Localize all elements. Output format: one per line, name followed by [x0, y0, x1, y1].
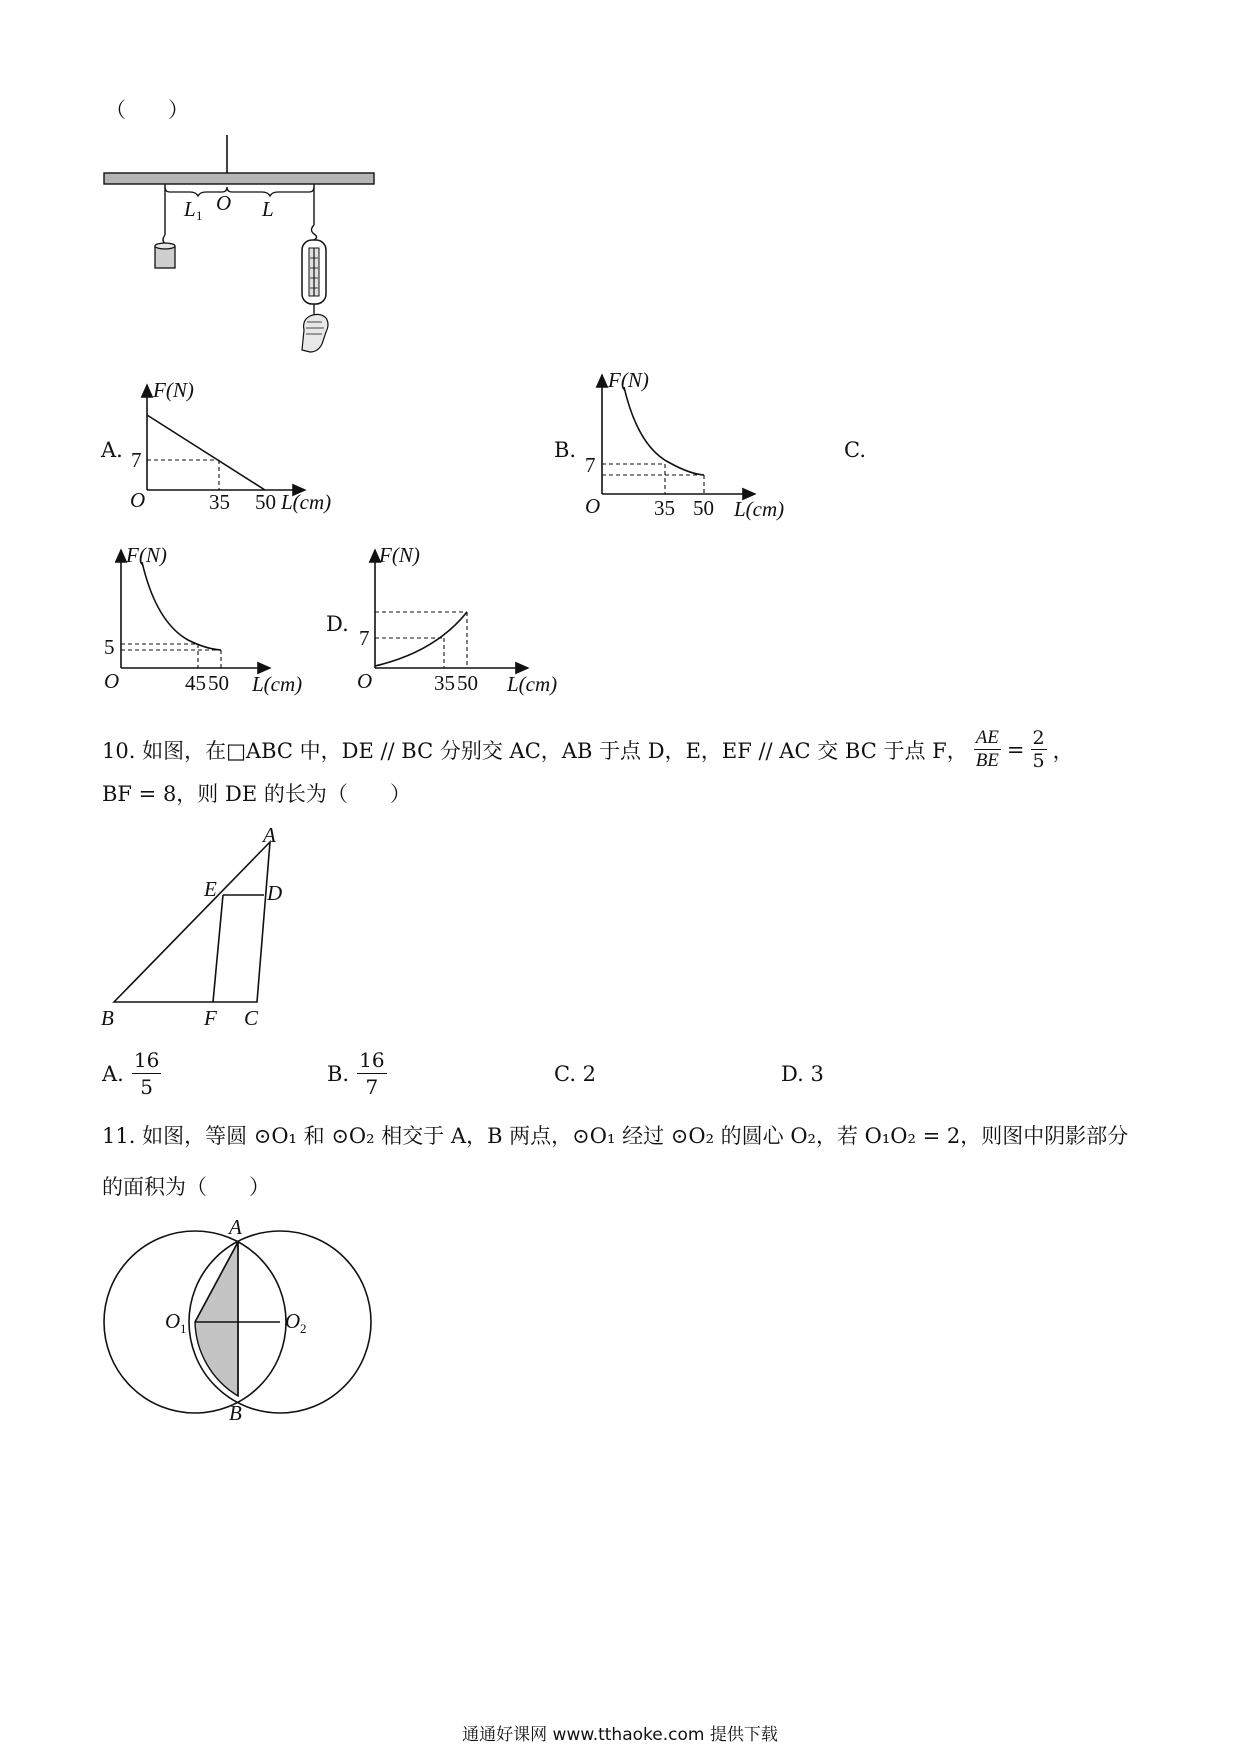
label-l: L: [262, 197, 274, 221]
question-11-line-1: 11. 如图，等圆 ⊙O₁ 和 ⊙O₂ 相交于 A，B 两点，⊙O₁ 经过 ⊙O₂ 的圆心 O₂，若 O₁O₂ = 2，则图中阴影部分: [102, 1124, 1129, 1148]
label-c: C: [244, 1006, 259, 1030]
x-tick-label-1: 45: [185, 671, 206, 695]
q10-option-c: C. 2: [554, 1062, 597, 1086]
spring-scale-icon: [302, 225, 326, 314]
triangle-abc: [114, 842, 270, 1002]
option-d-letter: D.: [326, 612, 349, 636]
ratio-value-denominator: 5: [1032, 750, 1045, 772]
y-axis-label: F(N): [608, 368, 649, 392]
ratio-denominator: BE: [975, 750, 999, 771]
x-axis-label: L(cm): [734, 497, 785, 521]
x-tick-label-2: 50: [208, 671, 229, 695]
option-b-graph: [580, 365, 805, 525]
label-e: E: [204, 877, 217, 901]
ratio-value: [1031, 727, 1047, 772]
q10-option-a-letter: A.: [102, 1061, 124, 1086]
option-a-letter: A.: [101, 438, 123, 462]
q10-option-a-numerator: 16: [133, 1048, 160, 1072]
question-11-line-2: 的面积为（ ）: [102, 1175, 270, 1199]
segment-ef: [213, 895, 223, 1002]
question-10-text: 10. 如图，在□ABC 中，DE // BC 分别交 AC，AB 于点 D，E，EF // AC 交 BC 于点 F，: [102, 738, 968, 763]
q10-option-b-letter: B.: [327, 1061, 350, 1086]
x-axis-label: L(cm): [281, 490, 332, 514]
curve-line: [142, 562, 221, 650]
y-tick-label: 7: [131, 448, 142, 472]
label-l1-sub: 1: [196, 208, 203, 223]
answer-bracket: （ ）: [105, 98, 189, 122]
label-o2-sub: 2: [300, 1321, 307, 1336]
ratio-numerator: AE: [975, 727, 999, 748]
origin-label: O: [357, 669, 373, 693]
y-tick-label: 7: [585, 453, 596, 477]
page-footer: 通通好课网 www.tthaoke.com 提供下载: [462, 1725, 778, 1745]
option-a-graph: [125, 375, 345, 520]
x-axis-label: L(cm): [252, 672, 303, 696]
origin-label: O: [585, 494, 601, 518]
hand-icon: [302, 314, 328, 352]
x-tick-label-1: 35: [654, 496, 675, 520]
label-d: D: [267, 881, 283, 905]
q10-option-a-denominator: 5: [140, 1075, 153, 1099]
y-axis-label: F(N): [126, 543, 167, 567]
question-11-circles-figure: [95, 1210, 385, 1430]
x-tick-label-1: 35: [209, 490, 230, 514]
label-l1: L: [184, 197, 196, 221]
label-o1: O: [165, 1309, 181, 1333]
label-o2: O: [285, 1309, 301, 1333]
question-10-triangle-figure: [95, 820, 305, 1035]
x-tick-label-2: 50: [693, 496, 714, 520]
option-d-graph: [355, 540, 570, 705]
y-tick-label: 7: [359, 626, 370, 650]
lever-bar: [104, 173, 374, 184]
brace-l: [227, 187, 314, 196]
label-b: B: [229, 1401, 242, 1425]
q10-option-b-fraction: [357, 1047, 386, 1100]
x-tick-label-1: 35: [434, 671, 455, 695]
label-o: O: [216, 191, 232, 215]
weight-icon: [155, 243, 175, 268]
ratio-value-numerator: 2: [1032, 727, 1045, 749]
x-tick-label-2: 50: [255, 490, 276, 514]
x-axis-label: L(cm): [507, 672, 558, 696]
curve-line: [624, 387, 704, 475]
ratio-fraction: [974, 727, 1001, 772]
label-a: A: [263, 823, 276, 847]
q10-option-b-denominator: 7: [365, 1075, 379, 1099]
question-10-line-2: BF = 8，则 DE 的长为（ ）: [102, 782, 411, 806]
curve-line: [147, 415, 265, 490]
label-b: B: [101, 1006, 114, 1030]
label-f: F: [204, 1006, 217, 1030]
line-1-end: ，: [1052, 738, 1074, 763]
label-o1-sub: 1: [180, 1321, 187, 1336]
q10-option-a: [102, 1047, 161, 1100]
y-axis-label: F(N): [379, 543, 420, 567]
option-c-graph: [100, 540, 320, 705]
q10-option-b: [327, 1047, 387, 1100]
q10-option-a-fraction: [132, 1047, 161, 1100]
q10-option-b-numerator: 16: [359, 1048, 385, 1072]
lever-figure: [90, 130, 400, 360]
q10-option-d: D. 3: [781, 1062, 824, 1086]
origin-label: O: [130, 488, 146, 512]
curve-line: [375, 612, 467, 666]
origin-label: O: [104, 669, 120, 693]
x-tick-label-2: 50: [457, 671, 478, 695]
option-b-letter: B.: [554, 438, 577, 462]
y-tick-label: 5: [104, 635, 115, 659]
option-c-letter: C.: [844, 438, 866, 462]
ratio-equals: =: [1006, 737, 1025, 762]
question-10-line-1: [102, 727, 1074, 772]
label-a: A: [229, 1215, 242, 1239]
y-axis-label: F(N): [153, 378, 194, 402]
